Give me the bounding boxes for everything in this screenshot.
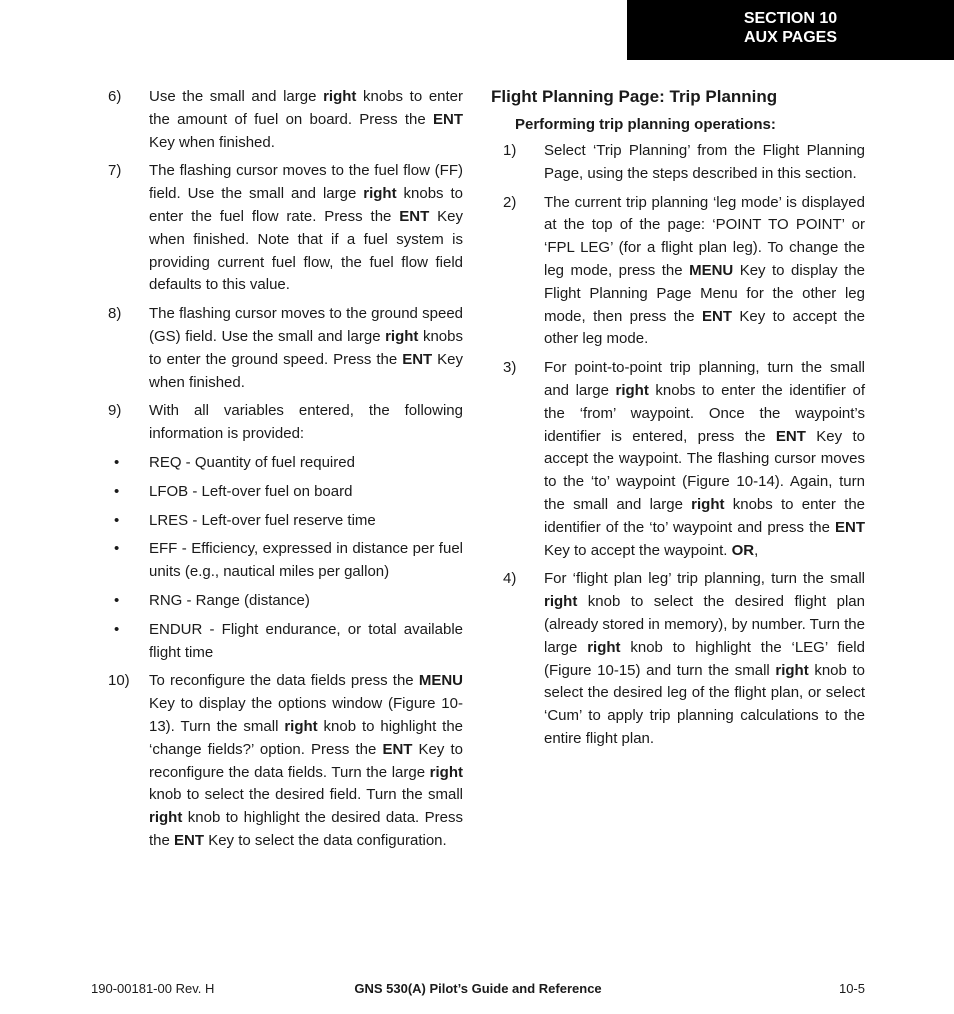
emphasis-text: ENT <box>433 110 463 128</box>
text-run: knob to select the desired leg of the flight plan, or select ‘Cum’ to apply trip planning calculations to the entire flight plan. <box>544 661 865 747</box>
step-text <box>544 140 865 186</box>
numbered-step <box>491 568 865 750</box>
emphasis-text: ENT <box>702 307 732 325</box>
bullet-item <box>108 510 463 533</box>
doc-number: 190-00181-00 Rev. H <box>91 981 215 996</box>
step-text <box>149 400 463 446</box>
bullet-item <box>108 590 463 613</box>
text-run: Key to display the Flight Planning Page Menu for the other leg mode, then press the <box>544 261 865 325</box>
doc-title: GNS 530(A) Pilot’s Guide and Reference <box>354 981 602 996</box>
emphasis-text: MENU <box>689 261 734 279</box>
emphasis-text: right <box>429 763 463 781</box>
text-run: The flashing cursor moves to the fuel flow (FF) field. Use the small and large <box>149 162 463 203</box>
step-number: 1) <box>503 142 517 159</box>
bullet-marker: • <box>114 511 120 529</box>
text-run: Key when finished. <box>149 133 275 151</box>
text-run: Select ‘Trip Planning’ from the Flight Planning Page, using the steps described in this section. <box>544 142 865 182</box>
step-text <box>149 538 463 584</box>
text-run: The flashing cursor moves to the ground speed (GS) field. Use the small and large <box>149 305 463 345</box>
section-heading: Flight Planning Page: Trip Planning <box>491 87 778 106</box>
text-run: Key when finished. Note that if a fuel system is providing current fuel flow, the fuel flow field defaults to this value. <box>149 207 463 294</box>
numbered-step <box>108 160 463 297</box>
text-run: REQ - Quantity of fuel required <box>149 453 355 471</box>
text-run: Key to reconfigure the data fields. Turn the large <box>149 740 463 781</box>
emphasis-text: ENT <box>382 740 413 758</box>
text-run: , <box>754 541 759 559</box>
procedure-subheading: Performing trip planning operations: <box>515 116 776 133</box>
emphasis-text: right <box>587 638 621 656</box>
emphasis-text: right <box>691 495 725 513</box>
bullet-item <box>108 452 463 475</box>
step-text <box>149 510 463 533</box>
emphasis-text: right <box>284 717 318 735</box>
text-run: knob to select the desired field. Turn the small <box>149 786 463 804</box>
emphasis-text: OR <box>731 541 755 559</box>
page-number: 10-5 <box>838 981 865 996</box>
numbered-step <box>108 670 463 852</box>
step-text <box>544 568 865 750</box>
step-number: 6) <box>108 88 122 105</box>
emphasis-text: ENT <box>402 350 433 368</box>
emphasis-text: right <box>615 381 649 399</box>
bullet-item <box>108 538 463 584</box>
text-run: knob to highlight the ‘LEG’ field (Figure 10-15) and turn the small <box>544 638 865 679</box>
step-text <box>149 481 463 504</box>
emphasis-text: MENU <box>418 672 463 690</box>
page-footer <box>91 979 865 999</box>
text-run: knobs to enter the fuel flow rate. Press the <box>149 185 463 225</box>
text-run: knob to highlight the ‘change fields?’ option. Press the <box>149 717 463 758</box>
text-run: LFOB - Left-over fuel on board <box>149 482 353 500</box>
text-run: knob to highlight the desired data. Press the <box>149 809 463 849</box>
step-text <box>149 303 463 394</box>
text-run: Use the small and large <box>149 88 324 105</box>
numbered-step <box>491 140 865 186</box>
text-run: Key to accept the waypoint. <box>544 541 732 559</box>
left-column <box>108 86 463 859</box>
bullet-marker: • <box>114 482 120 500</box>
text-run: knobs to enter the identifier of the ‘from’ waypoint. Once the waypoint’s identifier is entered, press the <box>544 381 866 445</box>
step-text <box>149 619 463 665</box>
text-run: Key when finished. <box>149 350 463 391</box>
step-number: 8) <box>108 305 122 323</box>
emphasis-text: right <box>323 88 357 105</box>
step-number: 9) <box>108 402 122 420</box>
emphasis-text: ENT <box>775 427 806 445</box>
text-run: EFF - Efficiency, expressed in distance per fuel units (e.g., nautical miles per gallon) <box>149 540 463 581</box>
emphasis-text: ENT <box>399 207 430 225</box>
step-text <box>544 192 865 352</box>
bullet-marker: • <box>114 540 120 558</box>
bullet-item <box>108 619 463 665</box>
numbered-step <box>491 192 865 352</box>
text-run: Key to display the options window (Figure 10-13). Turn the small <box>149 695 463 735</box>
step-number: 2) <box>503 193 517 211</box>
bullet-marker: • <box>114 453 120 471</box>
section-tab <box>627 0 954 60</box>
step-text <box>149 590 463 613</box>
step-text <box>149 452 463 475</box>
step-text <box>149 670 463 852</box>
emphasis-text: ENT <box>174 831 205 849</box>
right-column <box>491 86 865 757</box>
step-number: 7) <box>108 162 122 180</box>
step-text <box>149 86 463 154</box>
section-number: SECTION 10 <box>743 10 838 27</box>
text-run: Key to accept the waypoint. The flashing cursor moves to the ‘to’ waypoint (Figure 10-14). Again, turn the small and large <box>544 427 865 513</box>
text-run: For ‘flight plan leg’ trip planning, turn the small <box>544 570 865 588</box>
text-run: ENDUR - Flight endurance, or total available flight time <box>149 620 463 661</box>
emphasis-text: right <box>385 327 419 345</box>
text-run: knobs to enter the ground speed. Press the <box>149 327 463 368</box>
bullet-marker: • <box>114 591 120 609</box>
emphasis-text: right <box>149 809 183 827</box>
text-run: LRES - Left-over fuel reserve time <box>149 511 376 529</box>
step-number: 10) <box>108 672 130 690</box>
emphasis-text: right <box>775 661 809 679</box>
step-text <box>149 160 463 297</box>
step-number: 4) <box>503 570 517 588</box>
section-title: AUX PAGES <box>743 29 838 46</box>
text-run: To reconfigure the data fields press the <box>149 672 419 690</box>
text-run: Key to select the data configuration. <box>204 831 447 849</box>
text-run: RNG - Range (distance) <box>149 591 310 609</box>
text-run: knobs to enter the identifier of the ‘to’ waypoint and press the <box>544 495 866 536</box>
bullet-marker: • <box>114 620 120 638</box>
emphasis-text: right <box>363 185 397 203</box>
numbered-step <box>491 357 865 562</box>
numbered-step <box>108 86 463 154</box>
text-run: With all variables entered, the following information is provided: <box>149 402 463 443</box>
numbered-step <box>108 303 463 394</box>
procedure-list <box>491 140 865 751</box>
step-number: 3) <box>503 359 517 377</box>
text-run: knob to select the desired flight plan (already stored in memory), by number. Turn the large <box>544 593 865 656</box>
text-run: The current trip planning ‘leg mode’ is displayed at the top of the page: ‘POINT TO POINT’ or ‘FPL LEG’ (for a flight plan leg). To change the leg mode, press the <box>544 193 865 279</box>
numbered-step <box>108 400 463 446</box>
text-run: Key to accept the other leg mode. <box>544 307 865 348</box>
text-run: knobs to enter the amount of fuel on board. Press the <box>149 88 464 128</box>
step-text <box>544 357 865 562</box>
text-run: For point-to-point trip planning, turn the small and large <box>544 359 865 399</box>
bullet-item <box>108 481 463 504</box>
emphasis-text: ENT <box>835 518 865 536</box>
emphasis-text: right <box>544 593 578 611</box>
